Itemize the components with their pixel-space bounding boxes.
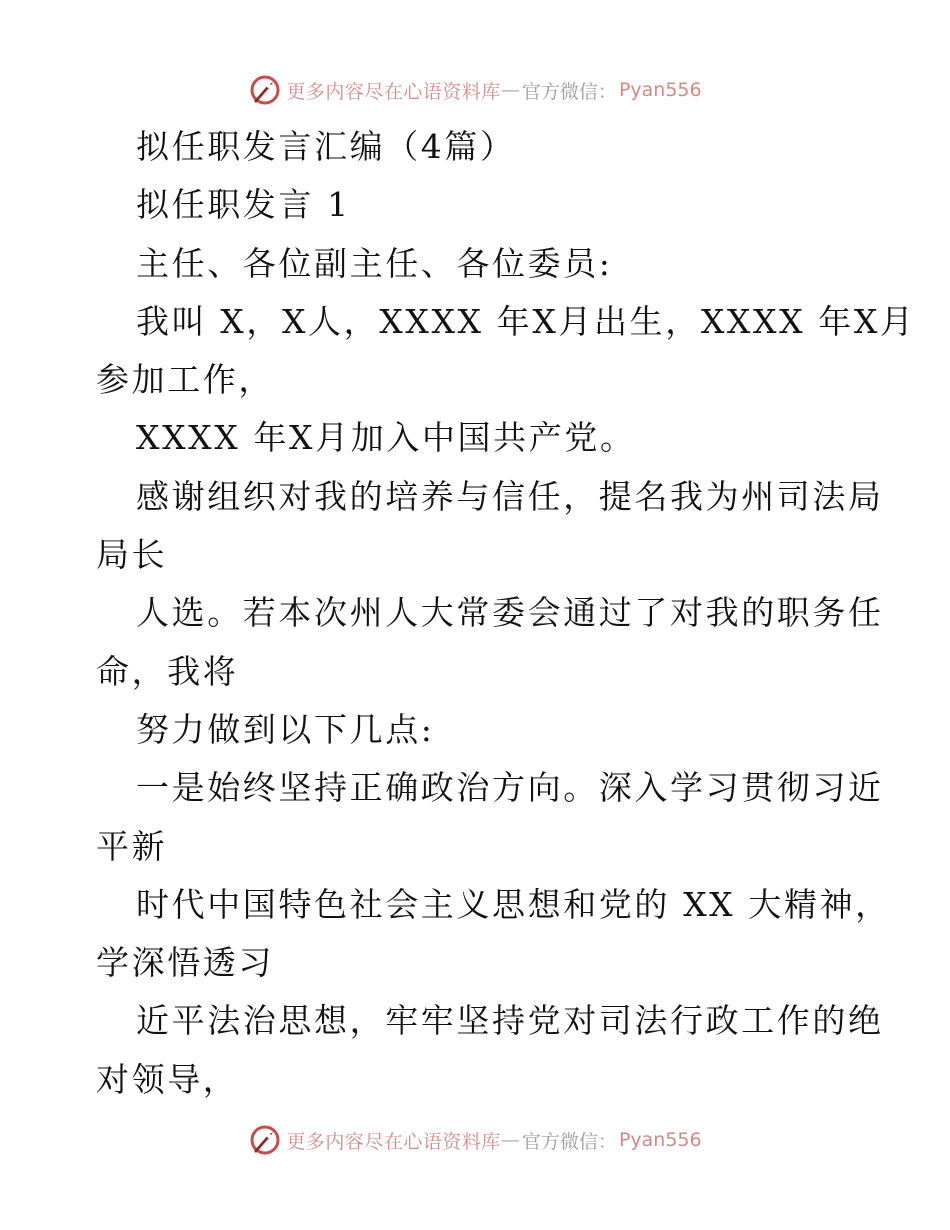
header-watermark	[0, 72, 950, 108]
watermark-separator: —	[500, 1129, 520, 1151]
text-line: 时代中国特色社会主义思想和党的 XX 大精神，	[136, 884, 891, 924]
section-heading: 拟任职发言 1	[136, 185, 351, 225]
watermark-separator: —	[500, 79, 520, 101]
text-line: 学深悟透习	[96, 943, 274, 983]
watermark-text: 更多内容尽在心语资料库	[286, 80, 501, 103]
pen-nib-circle-icon	[248, 1123, 282, 1157]
document-body	[96, 118, 916, 1109]
text-line: 努力做到以下几点:	[136, 709, 435, 749]
text-line: 命，我将	[96, 651, 239, 691]
pen-nib-circle-icon	[248, 73, 282, 107]
watermark-wechat-id: Pyan556	[618, 1129, 702, 1151]
text-line: 感谢组织对我的培养与信任，提名我为州司法局	[136, 476, 884, 516]
text-line: 人选。若本次州人大常委会通过了对我的职务任	[136, 593, 884, 633]
text-line: XXXX 年X月加入中国共产党。	[136, 418, 636, 458]
text-line: 近平法治思想，牢牢坚持党对司法行政工作的绝	[136, 1001, 884, 1041]
footer-watermark	[0, 1122, 950, 1158]
text-line: 一是始终坚持正确政治方向。深入学习贯彻习近	[136, 768, 884, 808]
watermark-wechat-label: 官方微信：	[521, 80, 617, 103]
watermark-text: 更多内容尽在心语资料库	[286, 1130, 501, 1153]
document-title: 拟任职发言汇编（4篇）	[136, 127, 516, 166]
watermark-wechat-id: Pyan556	[618, 79, 702, 101]
text-line: 参加工作，	[96, 360, 274, 400]
text-line: 平新	[96, 826, 168, 866]
text-line: 对领导，	[96, 1059, 239, 1099]
salutation: 主任、各位副主任、各位委员:	[136, 243, 613, 283]
text-line: 我叫 X，X人，XXXX 年X月出生，XXXX 年X月	[136, 301, 916, 341]
watermark-wechat-label: 官方微信：	[521, 1130, 617, 1153]
text-line: 局长	[96, 535, 168, 575]
